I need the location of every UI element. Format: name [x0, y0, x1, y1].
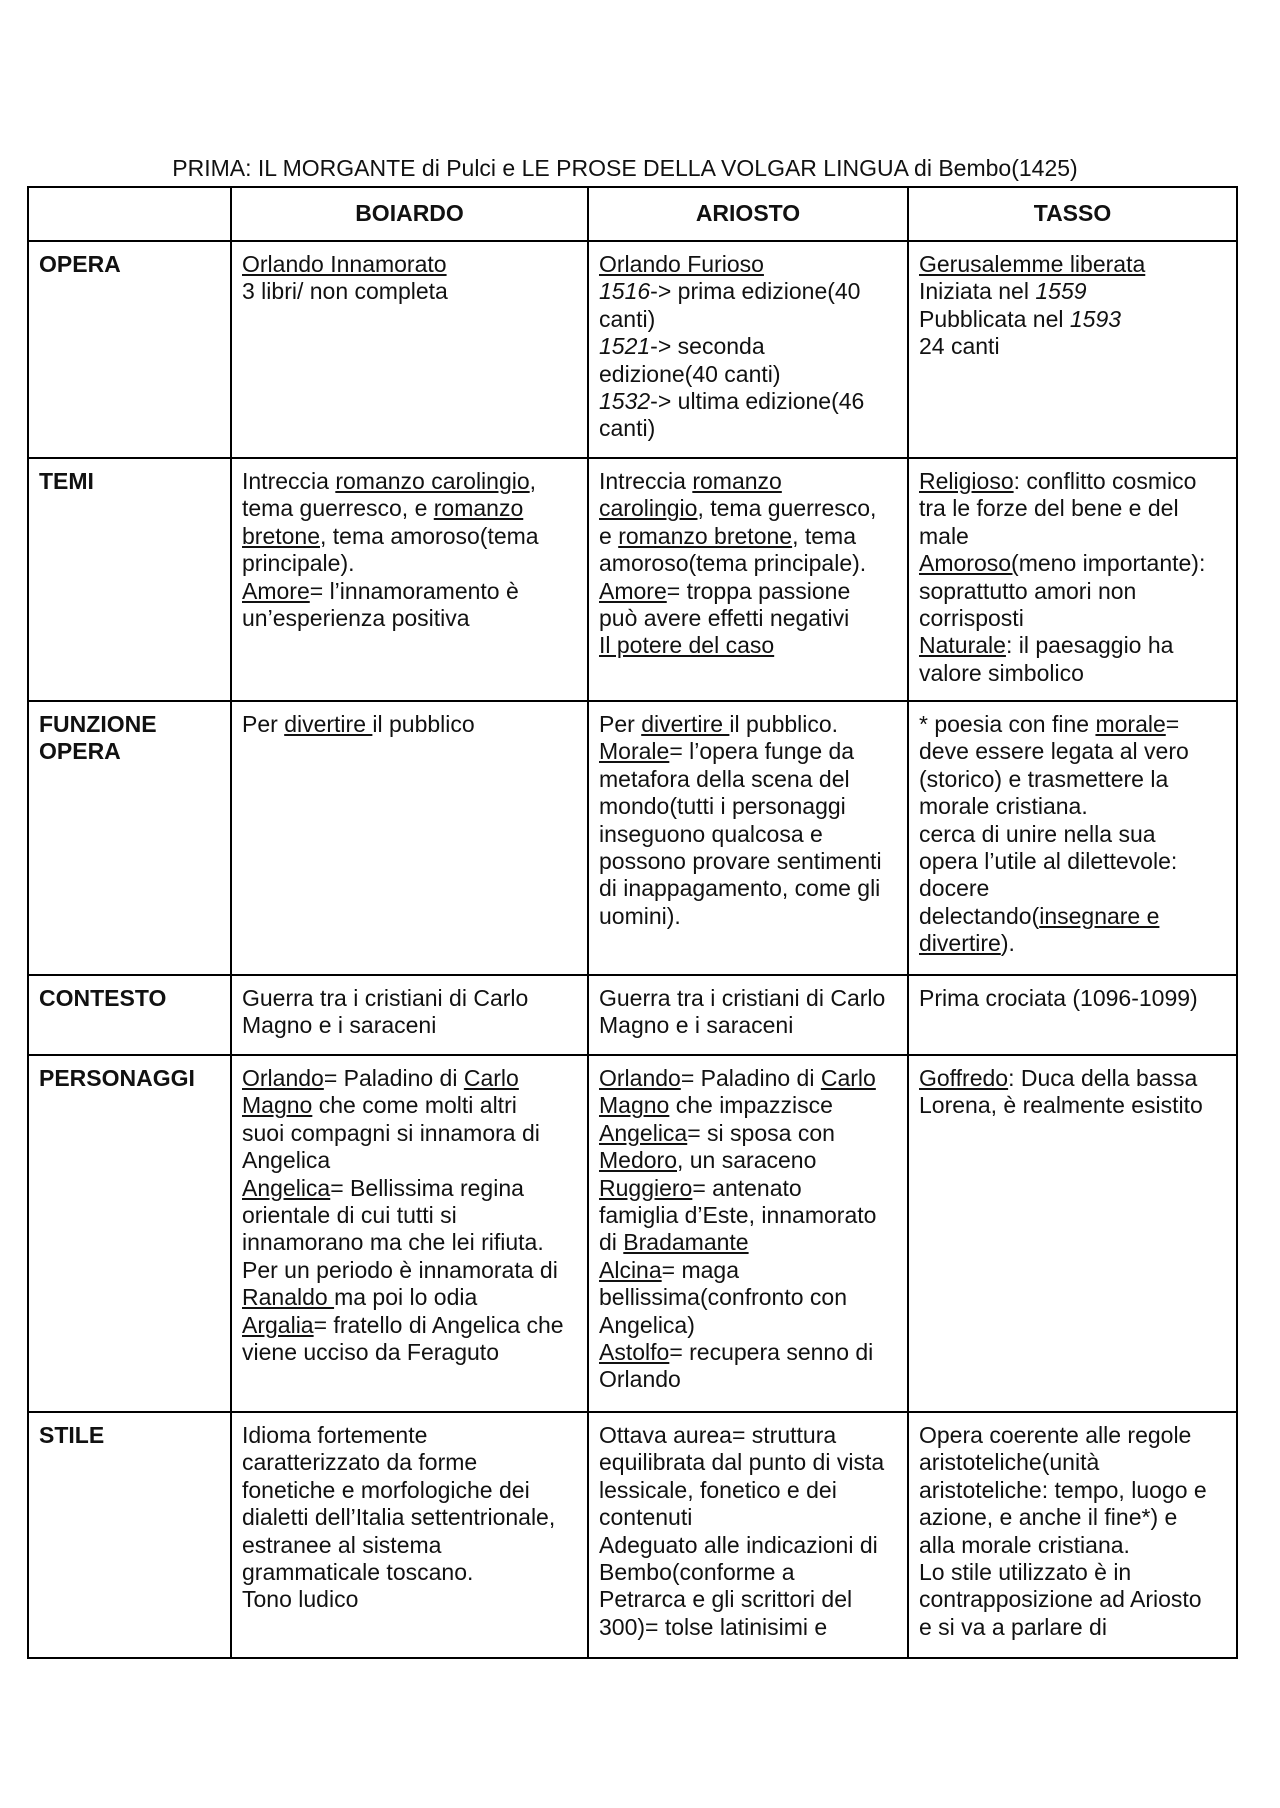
italic-date: 1559	[1035, 278, 1087, 305]
text-run: 24 canti	[919, 333, 1000, 360]
text-run: Prima crociata (1096-1099)	[919, 985, 1198, 1011]
cell-line	[599, 903, 897, 930]
text-run: : il paesaggio ha	[1005, 632, 1174, 659]
text-run: Angelica	[242, 1147, 331, 1174]
cell-line	[242, 1120, 577, 1147]
cell-line	[242, 1422, 577, 1449]
cell-line	[599, 1065, 897, 1092]
cell-line	[242, 1477, 577, 1504]
text-run: (storico) e trasmettere la	[919, 765, 1169, 792]
underlined-term: Orlando	[599, 1065, 681, 1091]
underlined-term: romanzo carolingio	[335, 468, 530, 494]
cell-line	[919, 605, 1226, 632]
text-run: = l’opera funge da	[669, 738, 855, 765]
cell-line	[599, 1422, 897, 1449]
text-run: di	[599, 1229, 624, 1256]
cell-line	[919, 821, 1226, 848]
text-run: cerca di unire nella sua	[919, 820, 1156, 847]
text-run: Intreccia	[242, 468, 336, 494]
text-run: Lo stile utilizzato è in	[919, 1559, 1132, 1586]
italic-date: 1593	[1069, 305, 1122, 332]
row-label-opera	[28, 241, 231, 458]
text-run: orientale di cui tutti si	[242, 1202, 457, 1229]
cell-line	[242, 711, 577, 738]
text-run: Guerra tra i cristiani di Carlo	[242, 985, 529, 1011]
cell-line	[242, 1175, 577, 1202]
cell-line	[919, 278, 1226, 305]
cell-line	[242, 1586, 577, 1613]
text-run: mondo(tutti i personaggi	[599, 793, 846, 820]
text-run: Pubblicata nel	[919, 305, 1070, 332]
row-label-contesto	[28, 975, 231, 1055]
text-run: equilibrata dal punto di vista	[599, 1449, 885, 1476]
cell-line	[242, 1202, 577, 1229]
text-run: Lorena, è realmente esistito	[919, 1092, 1203, 1119]
cell-line	[599, 1477, 897, 1504]
cell-line	[599, 793, 897, 820]
cell-line	[919, 1477, 1226, 1504]
cell-stile-tasso	[908, 1412, 1237, 1658]
underlined-term: Religioso	[919, 468, 1014, 494]
underlined-term: Ranaldo	[242, 1284, 335, 1311]
cell-line	[599, 1202, 897, 1229]
row-label-line: FUNZIONE	[39, 711, 157, 737]
cell-line	[919, 1586, 1226, 1613]
underlined-term: Naturale	[919, 632, 1006, 659]
text-run: dialetti dell’Italia settentrionale,	[242, 1504, 556, 1531]
text-run: che come molti altri	[312, 1092, 517, 1119]
cell-line	[599, 306, 897, 333]
cell-line	[599, 1504, 897, 1531]
text-run: = Bellissima regina	[330, 1174, 524, 1201]
underlined-term: Carlo	[463, 1065, 519, 1091]
cell-line	[919, 632, 1226, 659]
header-cell-tasso: TASSO	[908, 187, 1237, 241]
comparison-table	[27, 186, 1238, 1659]
text-run: , tema guerresco,	[697, 495, 877, 522]
cell-line	[599, 1366, 897, 1393]
underlined-term: divertire	[641, 711, 730, 737]
text-run: Idioma fortemente	[242, 1422, 428, 1448]
text-run: fonetiche e morfologiche dei	[242, 1476, 530, 1503]
cell-line	[599, 1012, 897, 1039]
cell-line	[599, 1532, 897, 1559]
text-run: Opera coerente alle regole	[919, 1422, 1192, 1448]
text-run: canti)	[599, 305, 656, 332]
cell-line	[919, 495, 1226, 522]
cell-line	[242, 251, 577, 278]
cell-line	[599, 550, 897, 577]
row-label-personaggi	[28, 1055, 231, 1412]
underlined-term: Astolfo	[599, 1339, 670, 1366]
text-run: può avere effetti negativi	[599, 605, 850, 632]
cell-line	[599, 361, 897, 388]
text-run: valore simbolico	[919, 659, 1084, 686]
underlined-term: carolingio	[599, 495, 698, 522]
text-run: innamorano ma che lei rifiuta.	[242, 1229, 544, 1256]
header-cell-boiardo: BOIARDO	[231, 187, 588, 241]
text-run: Magno e i saraceni	[242, 1012, 437, 1039]
cell-line	[242, 1092, 577, 1119]
underlined-term: Amoroso(	[919, 550, 1019, 577]
text-run: che impazzisce	[669, 1092, 833, 1119]
text-run: = antenato	[692, 1174, 802, 1201]
cell-line	[919, 306, 1226, 333]
cell-line	[919, 1532, 1226, 1559]
cell-line	[242, 495, 577, 522]
text-run: 3 libri/ non completa	[242, 278, 448, 305]
text-run: Adeguato alle indicazioni di	[599, 1531, 878, 1558]
cell-line	[242, 578, 577, 605]
cell-line	[919, 875, 1226, 902]
text-run: male	[919, 522, 969, 549]
cell-line	[919, 251, 1226, 278]
cell-line	[919, 766, 1226, 793]
underlined-term: Argalia	[242, 1311, 314, 1338]
text-run: , tema	[792, 522, 856, 549]
underlined-term: Amore	[599, 577, 667, 604]
cell-line	[599, 578, 897, 605]
header-cell-empty	[28, 187, 231, 241]
cell-line	[599, 985, 897, 1012]
underlined-term: romanzo	[433, 495, 524, 522]
text-run: corrisposti	[919, 605, 1024, 632]
text-run: Intreccia	[599, 468, 693, 494]
cell-line	[919, 578, 1226, 605]
italic-date: 1532	[599, 388, 651, 415]
text-run: tra le forze del bene e del	[919, 495, 1179, 522]
cell-line	[242, 1257, 577, 1284]
underlined-term: insegnare e	[1039, 902, 1160, 929]
underlined-term: Morale	[599, 738, 670, 765]
cell-line	[919, 660, 1226, 687]
text-run: ma poi lo odia	[334, 1284, 478, 1311]
text-run: -> ultima edizione(46	[650, 388, 865, 415]
text-run: -> seconda	[650, 333, 765, 360]
text-run: = maga	[661, 1256, 740, 1283]
text-run: canti)	[599, 415, 656, 442]
document-title: PRIMA: IL MORGANTE di Pulci e LE PROSE DELLA VOLGAR LINGUA di Bembo(1425)	[172, 155, 1078, 181]
text-run: : Duca della bassa	[1008, 1065, 1198, 1091]
cell-line	[919, 333, 1226, 360]
text-run: 300)= tolse latinisimi e	[599, 1613, 828, 1640]
cell-line	[919, 711, 1226, 738]
cell-opera-ariosto	[588, 241, 908, 458]
cell-personaggi-tasso	[908, 1055, 1237, 1412]
text-run: suoi compagni si innamora di	[242, 1119, 540, 1146]
cell-funzione-opera-boiardo	[231, 701, 588, 975]
cell-opera-boiardo	[231, 241, 588, 458]
cell-line	[242, 1532, 577, 1559]
underlined-term: Orlando Innamorato	[242, 251, 447, 277]
cell-line	[919, 1504, 1226, 1531]
text-run: azione, e anche il fine*) e	[919, 1504, 1178, 1531]
cell-line	[599, 1092, 897, 1119]
table-row-personaggi	[28, 1055, 1237, 1412]
cell-stile-boiardo	[231, 1412, 588, 1658]
cell-line	[599, 605, 897, 632]
underlined-term: Amore	[242, 577, 310, 604]
cell-line	[599, 388, 897, 415]
underlined-term: romanzo bretone	[618, 522, 793, 549]
cell-line	[242, 1312, 577, 1339]
table-row-temi	[28, 458, 1237, 701]
underlined-term: divertire	[284, 711, 373, 737]
underlined-term: Magno	[599, 1092, 670, 1119]
cell-line	[599, 523, 897, 550]
text-run: lessicale, fonetico e dei	[599, 1476, 837, 1503]
text-run: Per	[599, 711, 642, 737]
row-label-line: CONTESTO	[39, 985, 167, 1011]
text-run: = Paladino di	[323, 1065, 464, 1091]
text-run: meno importante):	[1018, 550, 1206, 577]
underlined-term: Carlo	[820, 1065, 876, 1091]
text-run: -> prima edizione(40	[650, 278, 861, 305]
text-run: il pubblico	[372, 711, 475, 737]
cell-line	[242, 1449, 577, 1476]
text-run: soprattutto amori non	[919, 577, 1137, 604]
text-run: = Paladino di	[680, 1065, 821, 1091]
cell-line	[599, 848, 897, 875]
text-run: grammaticale toscano.	[242, 1559, 474, 1586]
text-run: il pubblico.	[729, 711, 839, 737]
cell-opera-tasso	[908, 241, 1237, 458]
text-run: ,	[529, 468, 537, 494]
table-row-opera	[28, 241, 1237, 458]
cell-line	[599, 738, 897, 765]
text-run: aristoteliche(unità	[919, 1449, 1100, 1476]
cell-line	[599, 1312, 897, 1339]
cell-line	[599, 1614, 897, 1641]
row-label-line: OPERA	[39, 251, 121, 277]
cell-temi-ariosto	[588, 458, 908, 701]
text-run: tema guerresco, e	[242, 495, 434, 522]
text-run: contrapposizione ad Ariosto	[919, 1586, 1202, 1613]
cell-line	[242, 1147, 577, 1174]
italic-date: 1521	[599, 333, 651, 360]
row-label-stile	[28, 1412, 231, 1658]
cell-line	[599, 1147, 897, 1174]
cell-line	[599, 1257, 897, 1284]
underlined-term: Bradamante	[623, 1229, 749, 1256]
cell-line	[599, 415, 897, 442]
text-run: e si va a parlare di	[919, 1613, 1107, 1640]
underlined-term: Orlando Furioso	[599, 251, 764, 277]
text-run: = l’innamoramento è	[309, 577, 519, 604]
row-label-line: PERSONAGGI	[39, 1065, 195, 1091]
text-run: Ottava aurea= struttura	[599, 1422, 837, 1448]
cell-line	[919, 985, 1226, 1012]
text-run: docere	[919, 875, 990, 902]
cell-line	[599, 468, 897, 495]
text-run: Petrarca e gli scrittori del	[599, 1586, 853, 1613]
cell-contesto-boiardo	[231, 975, 588, 1055]
cell-line	[599, 251, 897, 278]
cell-line	[242, 985, 577, 1012]
underlined-term: Orlando	[242, 1065, 324, 1091]
cell-line	[599, 1586, 897, 1613]
underlined-term: bretone	[242, 522, 321, 549]
cell-line	[919, 793, 1226, 820]
text-run: = fratello di Angelica che	[313, 1311, 564, 1338]
text-run: Guerra tra i cristiani di Carlo	[599, 985, 886, 1011]
text-run: Orlando	[599, 1366, 681, 1393]
row-label-line: TEMI	[39, 468, 94, 494]
underlined-term: Angelica	[599, 1119, 688, 1146]
cell-line	[242, 1284, 577, 1311]
text-run: principale).	[242, 550, 355, 577]
text-run: = troppa passione	[666, 577, 851, 604]
cell-line	[599, 1559, 897, 1586]
cell-funzione-opera-ariosto	[588, 701, 908, 975]
text-run: Tono ludico	[242, 1586, 359, 1613]
cell-line	[599, 1284, 897, 1311]
cell-line	[919, 848, 1226, 875]
text-run: contenuti	[599, 1504, 693, 1531]
underlined-term: Ruggiero	[599, 1174, 693, 1201]
text-run: aristoteliche: tempo, luogo e	[919, 1476, 1207, 1503]
italic-date: 1516	[599, 278, 651, 305]
cell-line	[599, 1120, 897, 1147]
text-run: Iniziata nel	[919, 278, 1036, 305]
text-run: =	[1165, 711, 1180, 737]
cell-line	[242, 523, 577, 550]
text-run: di inappagamento, come gli	[599, 875, 881, 902]
cell-temi-boiardo	[231, 458, 588, 701]
cell-line	[919, 1422, 1226, 1449]
cell-line	[242, 605, 577, 632]
table-row-funzione-opera	[28, 701, 1237, 975]
underlined-term: Gerusalemme liberata	[919, 251, 1146, 277]
cell-line	[919, 1065, 1226, 1092]
text-run: caratterizzato da forme	[242, 1449, 478, 1476]
row-label-temi	[28, 458, 231, 701]
text-run: , un saraceno	[676, 1147, 817, 1174]
text-run: morale cristiana.	[919, 793, 1088, 820]
text-run: Magno e i saraceni	[599, 1012, 794, 1039]
cell-line	[242, 1229, 577, 1256]
cell-line	[599, 1339, 897, 1366]
text-run: viene ucciso da Feraguto	[242, 1339, 499, 1366]
text-run: e	[599, 522, 619, 549]
cell-contesto-ariosto	[588, 975, 908, 1055]
cell-personaggi-boiardo	[231, 1055, 588, 1412]
text-run: Bembo(conforme a	[599, 1559, 795, 1586]
cell-line	[599, 632, 897, 659]
cell-line	[599, 766, 897, 793]
underlined-term: Magno	[242, 1092, 313, 1119]
cell-line	[599, 278, 897, 305]
text-run: inseguono qualcosa e	[599, 820, 823, 847]
cell-contesto-tasso	[908, 975, 1237, 1055]
cell-line	[599, 711, 897, 738]
cell-line	[919, 738, 1226, 765]
underlined-term: Medoro	[599, 1147, 677, 1174]
cell-line	[242, 1065, 577, 1092]
underlined-term: Goffredo	[919, 1065, 1009, 1091]
text-run: * poesia con fine	[919, 711, 1096, 737]
row-label-line: STILE	[39, 1422, 105, 1448]
text-run: = recupera senno di	[669, 1339, 874, 1366]
text-run: uomini).	[599, 902, 681, 929]
row-label-line: OPERA	[39, 738, 121, 765]
text-run: = si sposa con	[687, 1119, 835, 1146]
text-run: deve essere legata al vero	[919, 738, 1189, 765]
text-run: edizione(40 canti)	[599, 360, 781, 387]
cell-line	[599, 495, 897, 522]
text-run: Per un periodo è innamorata di	[242, 1256, 558, 1283]
text-run: famiglia d’Este, innamorato	[599, 1202, 877, 1229]
text-run: possono provare sentimenti	[599, 848, 882, 875]
text-run: delectando(	[919, 902, 1040, 929]
header-cell-ariosto: ARIOSTO	[588, 187, 908, 241]
cell-line	[242, 1504, 577, 1531]
cell-line	[919, 1449, 1226, 1476]
text-run: Per	[242, 711, 285, 737]
text-run: alla morale cristiana.	[919, 1531, 1130, 1558]
cell-line	[919, 468, 1226, 495]
underlined-term: romanzo	[692, 468, 782, 494]
text-run: estranee al sistema	[242, 1531, 442, 1558]
cell-personaggi-ariosto	[588, 1055, 908, 1412]
cell-temi-tasso	[908, 458, 1237, 701]
cell-stile-ariosto	[588, 1412, 908, 1658]
cell-line	[599, 875, 897, 902]
cell-line	[599, 1175, 897, 1202]
underlined-term: Il potere del caso	[599, 632, 775, 659]
text-run: , tema amoroso(tema	[320, 522, 539, 549]
text-run: metafora della scena del	[599, 765, 850, 792]
text-run: un’esperienza positiva	[242, 605, 470, 632]
cell-line	[919, 1559, 1226, 1586]
text-run: opera l’utile al dilettevole:	[919, 848, 1178, 875]
cell-line	[242, 550, 577, 577]
cell-line	[919, 903, 1226, 930]
cell-line	[919, 930, 1226, 957]
underlined-term: divertire	[919, 930, 1001, 957]
cell-line	[242, 278, 577, 305]
cell-line	[599, 333, 897, 360]
underlined-term: Angelica	[242, 1174, 331, 1201]
cell-line	[919, 1092, 1226, 1119]
table-row-contesto	[28, 975, 1237, 1055]
underlined-term: morale	[1095, 711, 1166, 737]
cell-line	[242, 468, 577, 495]
cell-funzione-opera-tasso	[908, 701, 1237, 975]
cell-line	[242, 1339, 577, 1366]
cell-line	[599, 1229, 897, 1256]
cell-line	[242, 1559, 577, 1586]
underlined-term: Alcina	[599, 1256, 662, 1283]
cell-line	[599, 1449, 897, 1476]
header-row	[28, 187, 1237, 241]
table-row-stile	[28, 1412, 1237, 1658]
text-run: ).	[1000, 930, 1015, 957]
row-label-funzione-opera	[28, 701, 231, 975]
cell-line	[242, 1012, 577, 1039]
cell-line	[919, 523, 1226, 550]
cell-line	[919, 550, 1226, 577]
text-run: Angelica)	[599, 1311, 695, 1338]
cell-line	[599, 821, 897, 848]
cell-line	[919, 1614, 1226, 1641]
text-run: : conflitto cosmico	[1013, 468, 1197, 494]
text-run: amoroso(tema principale).	[599, 550, 867, 577]
text-run: bellissima(confronto con	[599, 1284, 848, 1311]
